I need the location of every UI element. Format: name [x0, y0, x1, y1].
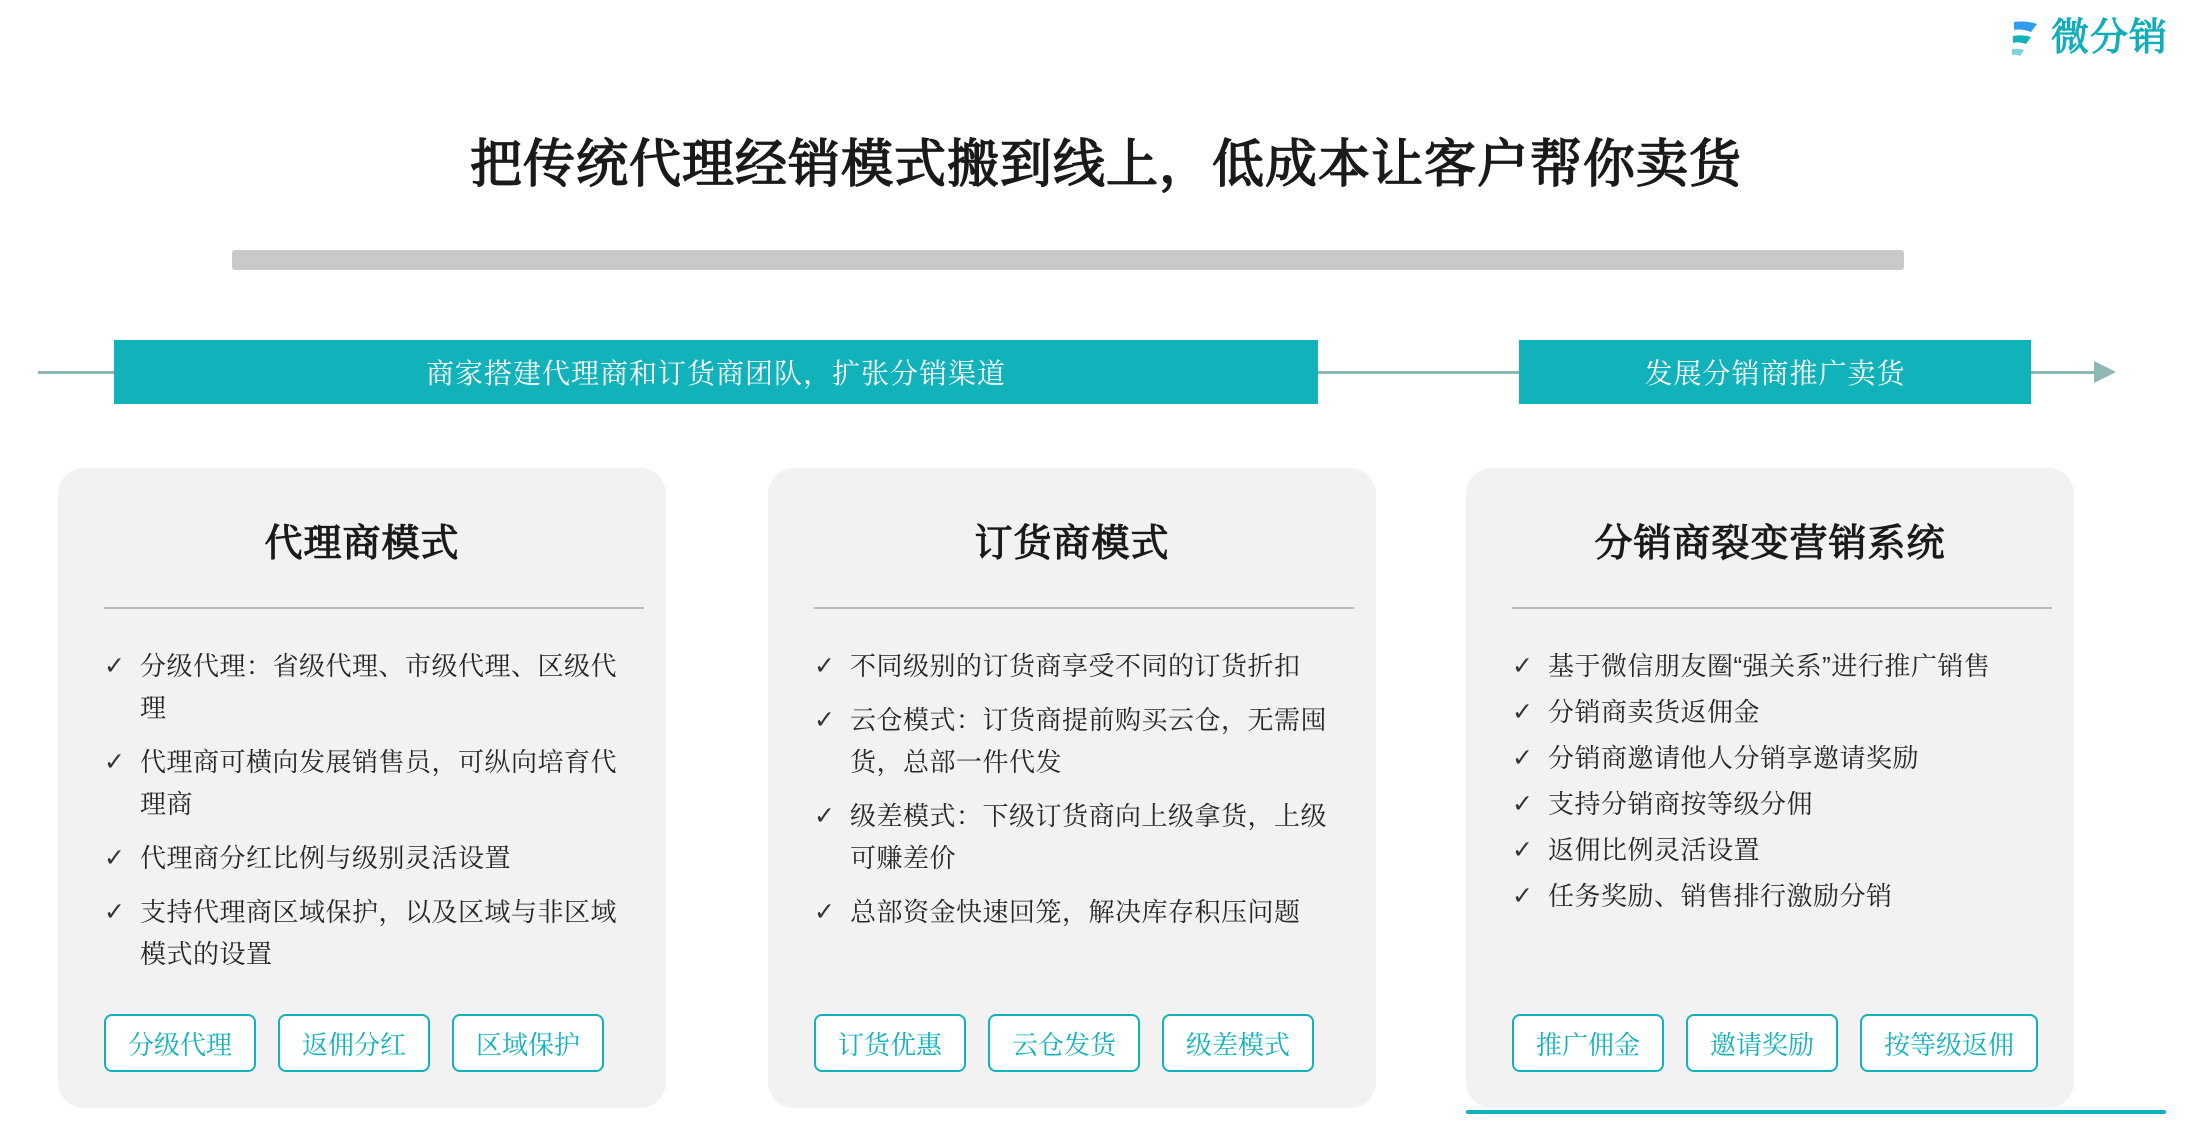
- card-agent-mode: [58, 468, 666, 1108]
- list-item-text: 分销商卖货返佣金: [1548, 697, 1761, 727]
- list-item: [1512, 829, 2028, 871]
- list-item: [1512, 875, 2028, 917]
- flow-stage-1: 商家搭建代理商和订货商团队，扩张分销渠道: [114, 340, 1318, 404]
- divider: [1512, 607, 2052, 609]
- list-item: [814, 795, 1330, 879]
- list-item: [1512, 783, 2028, 825]
- tag-pill[interactable]: 邀请奖励: [1686, 1014, 1838, 1072]
- tag-pill[interactable]: 返佣分红: [278, 1014, 430, 1072]
- list-item-text: 不同级别的订货商享受不同的订货折扣: [850, 651, 1301, 681]
- brand-logo: [2007, 18, 2168, 58]
- wave-mark-icon: [2007, 18, 2041, 58]
- list-item-text: 云仓模式：订货商提前购买云仓，无需囤货，总部一件代发: [850, 705, 1328, 777]
- list-item: [814, 645, 1330, 687]
- check-icon: ✓: [814, 706, 835, 734]
- tag-pill[interactable]: 推广佣金: [1512, 1014, 1664, 1072]
- list-item-text: 支持代理商区域保护，以及区域与非区域模式的设置: [140, 897, 618, 969]
- list-item-text: 分销商邀请他人分销享邀请奖励: [1548, 743, 1920, 773]
- tag-row: [1512, 1014, 2028, 1072]
- bullet-list: [104, 645, 620, 975]
- tag-pill[interactable]: 云仓发货: [988, 1014, 1140, 1072]
- list-item-text: 支持分销商按等级分佣: [1548, 789, 1814, 819]
- process-flow: [0, 340, 2212, 404]
- list-item: [104, 837, 620, 879]
- list-item-text: 任务奖励、销售排行激励分销: [1548, 881, 1893, 911]
- card-distributor-system: [1466, 468, 2074, 1108]
- brand-name: 微分销: [2050, 17, 2168, 59]
- tag-pill[interactable]: 按等级返佣: [1860, 1014, 2038, 1072]
- list-item-text: 基于微信朋友圈“强关系”进行推广销售: [1548, 651, 1991, 681]
- tag-pill[interactable]: 区域保护: [452, 1014, 604, 1072]
- divider: [104, 607, 644, 609]
- check-icon: ✓: [814, 802, 835, 830]
- list-item: [1512, 737, 2028, 779]
- check-icon: ✓: [1512, 882, 1533, 910]
- tag-pill[interactable]: 订货优惠: [814, 1014, 966, 1072]
- divider: [814, 607, 1354, 609]
- check-icon: ✓: [814, 898, 835, 926]
- list-item: [104, 645, 620, 729]
- card-title: 代理商模式: [264, 523, 460, 565]
- list-item: [104, 741, 620, 825]
- card-title: 订货商模式: [974, 523, 1170, 565]
- tag-row: [104, 1014, 620, 1072]
- check-icon: ✓: [1512, 836, 1533, 864]
- tag-pill[interactable]: 级差模式: [1162, 1014, 1314, 1072]
- check-icon: ✓: [1512, 652, 1533, 680]
- card-order-mode: [768, 468, 1376, 1108]
- check-icon: ✓: [814, 652, 835, 680]
- check-icon: ✓: [104, 844, 125, 872]
- list-item-text: 代理商分红比例与级别灵活设置: [140, 843, 512, 873]
- list-item-text: 返佣比例灵活设置: [1548, 835, 1761, 865]
- tag-row: [814, 1014, 1330, 1072]
- check-icon: ✓: [1512, 744, 1533, 772]
- arrow-right-icon: [2094, 361, 2116, 383]
- bullet-list: [814, 645, 1330, 933]
- check-icon: ✓: [104, 748, 125, 776]
- card-title: 分销商裂变营销系统: [1594, 523, 1946, 565]
- list-item-text: 级差模式：下级订货商向上级拿货，上级可赚差价: [850, 801, 1328, 873]
- list-item: [814, 891, 1330, 933]
- bottom-accent-line: [1466, 1110, 2166, 1114]
- list-item-text: 分级代理：省级代理、市级代理、区级代理: [140, 651, 618, 723]
- list-item: [1512, 645, 2028, 687]
- check-icon: ✓: [104, 898, 125, 926]
- bullet-list: [1512, 645, 2028, 917]
- flow-stage-2: 发展分销商推广卖货: [1519, 340, 2031, 404]
- list-item-text: 总部资金快速回笼，解决库存积压问题: [850, 897, 1301, 927]
- list-item: [1512, 691, 2028, 733]
- list-item-text: 代理商可横向发展销售员，可纵向培育代理商: [140, 747, 618, 819]
- check-icon: ✓: [1512, 790, 1533, 818]
- list-item: [104, 891, 620, 975]
- page-title: 把传统代理经销模式搬到线上，低成本让客户帮你卖货: [469, 136, 1742, 194]
- tag-pill[interactable]: 分级代理: [104, 1014, 256, 1072]
- check-icon: ✓: [104, 652, 125, 680]
- title-underline-bar: [232, 250, 1904, 270]
- check-icon: ✓: [1512, 698, 1533, 726]
- list-item: [814, 699, 1330, 783]
